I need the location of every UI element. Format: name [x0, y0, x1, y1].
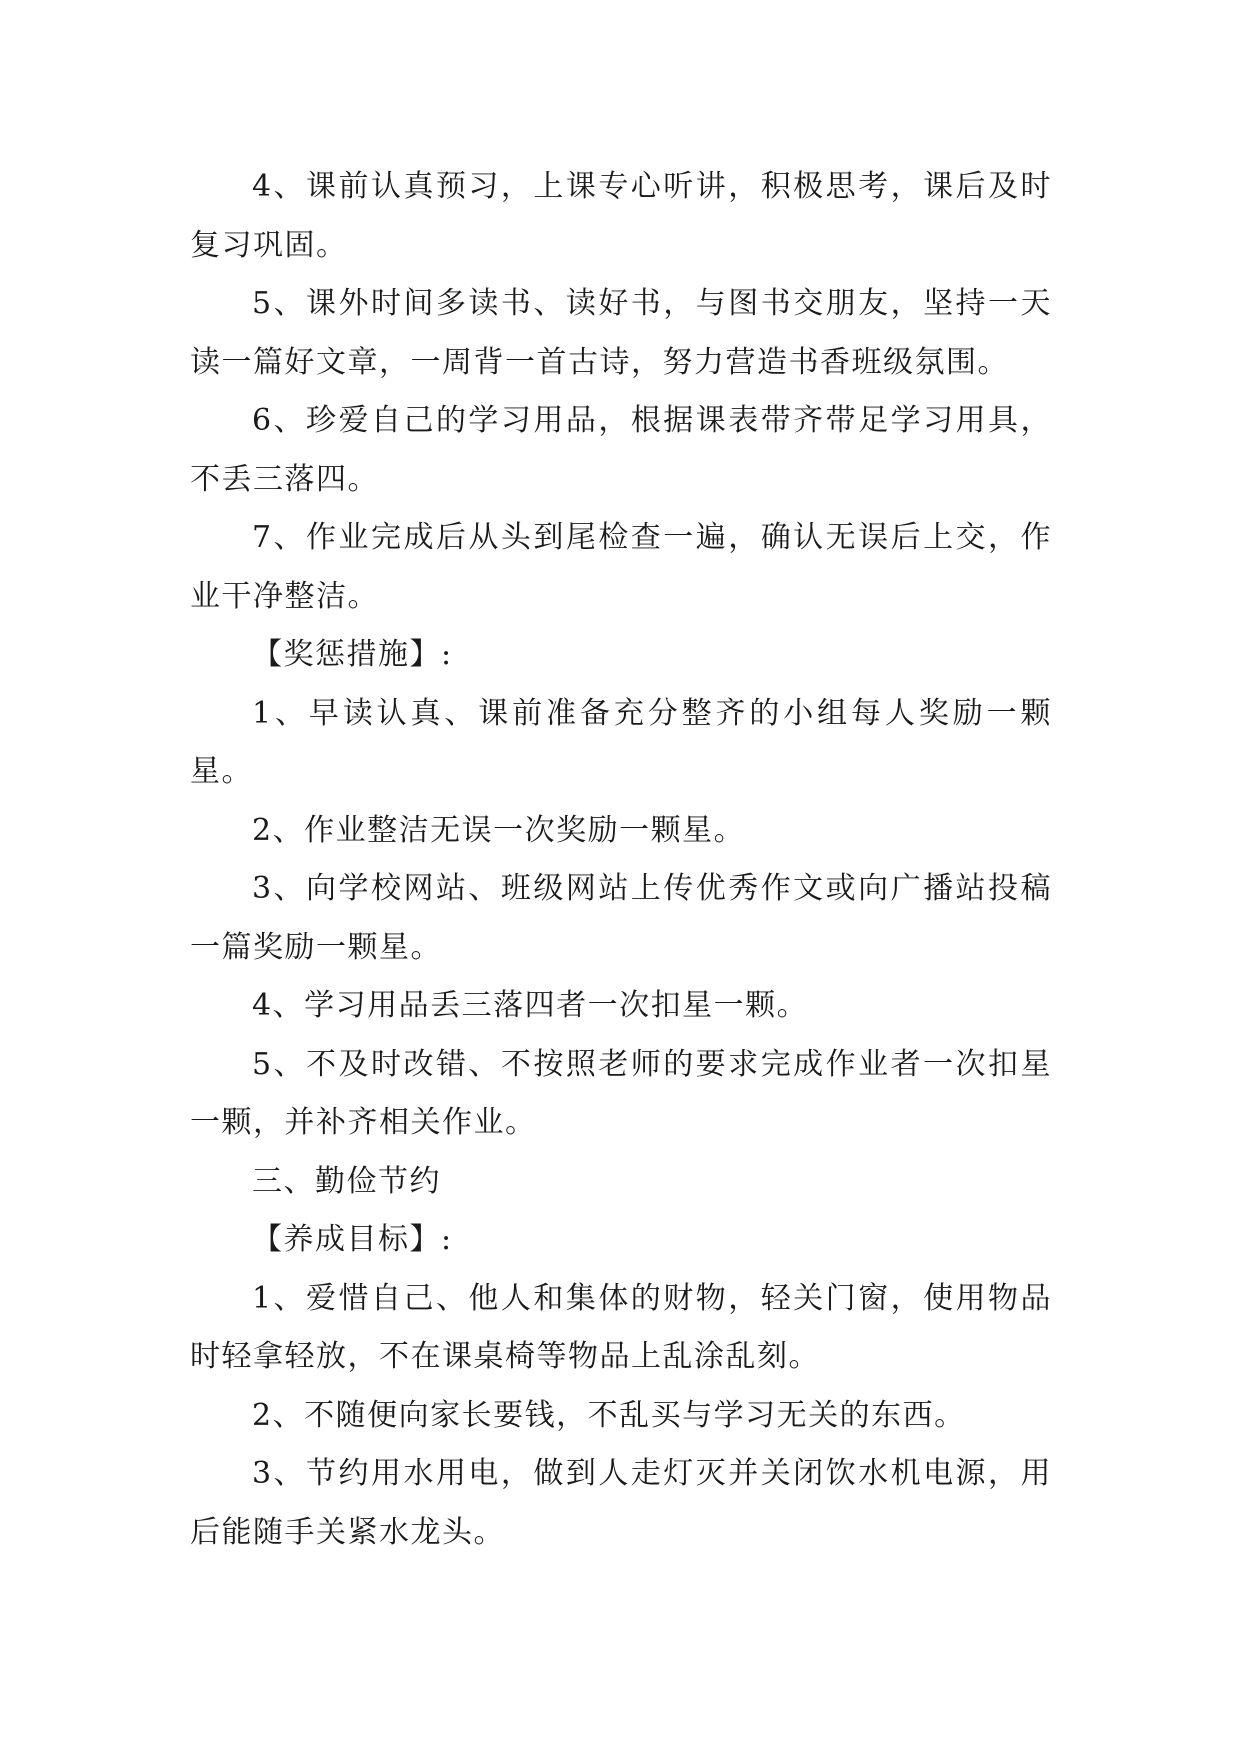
- paragraph-reward-2: 2、作业整洁无误一次奖励一颗星。: [252, 812, 746, 848]
- paragraph-study-4: 4、课前认真预习，上课专心听讲，积极思考，课后及时复习巩固。: [190, 169, 1052, 263]
- paragraph-thrift-3: 3、节约用水用电，做到人走灯灭并关闭饮水机电源，用后能随手关紧水龙头。: [190, 1456, 1052, 1550]
- paragraph-study-6: 6、珍爱自己的学习用品，根据课表带齐带足学习用具，不丢三落四。: [190, 403, 1052, 497]
- heading-rewards-penalties: 【奖惩措施】:: [252, 637, 453, 672]
- paragraph-reward-1: 1、早读认真、课前准备充分整齐的小组每人奖励一颗星。: [190, 695, 1052, 789]
- paragraph-reward-5: 5、不及时改错、不按照老师的要求完成作业者一次扣星一颗，并补齐相关作业。: [190, 1046, 1052, 1140]
- paragraph-study-7: 7、作业完成后从头到尾检查一遍，确认无误后上交，作业干净整洁。: [190, 520, 1052, 614]
- paragraph-thrift-1: 1、爱惜自己、他人和集体的财物，轻关门窗，使用物品时轻拿轻放，不在课桌椅等物品上乱涂乱刻。: [190, 1280, 1052, 1374]
- paragraph-reward-4: 4、学习用品丢三落四者一次扣星一颗。: [252, 988, 809, 1023]
- document-body: [190, 158, 1052, 1562]
- paragraph-study-5: 5、课外时间多读书、读好书，与图书交朋友，坚持一天读一篇好文章，一周背一首古诗，努力营造书香班级氛围。: [190, 286, 1052, 380]
- paragraph-reward-3: 3、向学校网站、班级网站上传优秀作文或向广播站投稿一篇奖励一颗星。: [190, 871, 1052, 965]
- section-heading-thrift: 三、勤俭节约: [252, 1163, 441, 1199]
- heading-cultivation-goals: 【养成目标】:: [252, 1222, 453, 1257]
- paragraph-thrift-2: 2、不随便向家长要钱，不乱买与学习无关的东西。: [252, 1397, 966, 1433]
